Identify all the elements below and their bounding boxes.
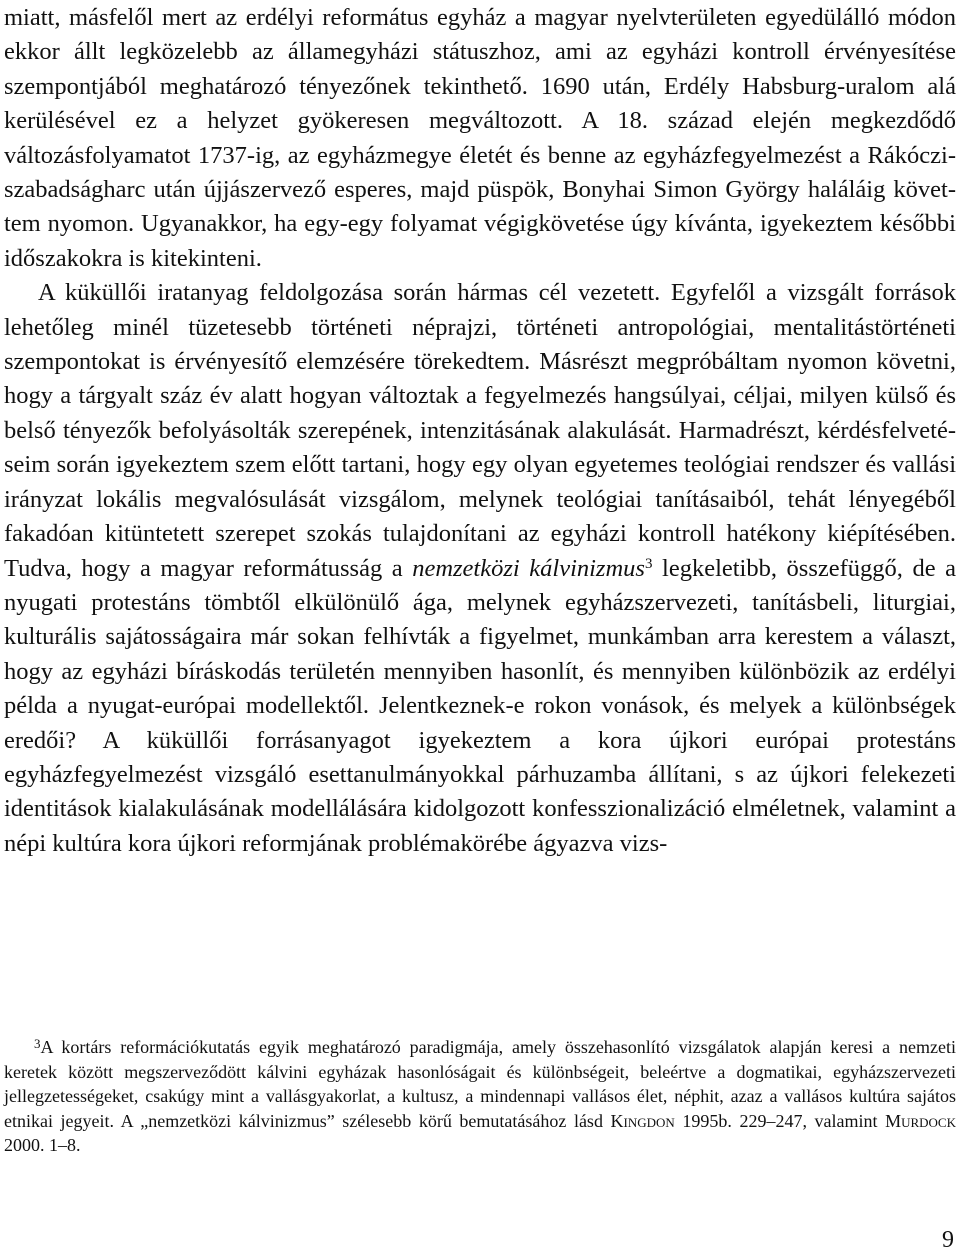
footnote-author-kingdon: Kingdon [610,1110,675,1131]
footnote-reference[interactable]: 3 [644,555,653,572]
paragraph-1 [4,1,956,276]
paragraph-2-text-start: A küküllői iratanyag feldolgozása során hármas cél vezetett. Egyfelől a vizsgált források lehetőleg minél tüzetesebb történeti néprajzi, történeti antropológiai, mentalitástörténeti szempontokat is érvényesítő elemzésére törekedtem. Másrészt megpróbáltam nyomon követni, hogy a tárgyalt száz év alatt hogyan változtak a fegyelmezés hangsúlyai, céljai, milyen külső és belső tényezők befolyásolták szerepének, intenzitásának alakulását. Harmadrészt, kérdésfelvetéseim során igyekeztem szem előtt tartani, hogy egy olyan egyetemes teológiai rendszer és vallási irányzat lokális megvalósulását vizsgálom, melynek teológiai tanításaiból, tehát lényegéből fakadóan kitüntetett szerepet szokás tulajdonítani az egyházi kontroll hatékony kiépítésében. Tudva, hogy a magyar reformátusság a [4,279,956,582]
footnote-text-end: 2000. 1–8. [4,1135,81,1155]
footnote-author-murdock: Murdock [885,1110,956,1131]
footnotes [4,1035,956,1158]
italic-term: nemzetközi kálvinizmus [412,554,645,582]
paragraph-2 [4,276,956,861]
body-text [4,1,956,861]
document-page [4,0,956,1256]
paragraph-1-text: miatt, másfelől mert az erdélyi református egyház a magyar nyelvterületen egyedülálló módon ekkor állt legközelebb az államegyházi státuszhoz, ami az egyházi kontroll érvényesítése szempontjából meghatározó tényezőnek tekinthető. 1690 után, Erdély Habsburg-uralom alá kerülésével ez a helyzet gyökeresen megváltozott. A 18. század elején megkezdődő változásfolyamatot 1737-ig, az egyházmegye életét és benne az egyházfegyelmezést a Rákóczi-szabadságharc után újjászervező esperes, majd püspök, Bonyhai Simon György haláláig követtem nyomon. Ugyanakkor, ha egy-egy folyamat végigkövetése úgy kívánta, igyekeztem későbbi időszakokra is kitekinteni. [4,4,956,272]
footnote-marker: 3 [34,1036,41,1051]
page-number: 9 [942,1227,954,1253]
footnote-text-start: A kortárs reformációkutatás egyik meghatározó paradigmája, amely összehasonlító vizsgálatok alapján keresi a nemzeti keretek között megszerveződött kálvini egyházak hasonlóságait és különbségeit, beleértve a dogmatikai, egyházszervezeti jellegzetességeket, csakúgy mint a vallásgyakorlat, a kultusz, a mindennapi vallásos élet, néphit, azaz a vallásos kultúra sajátos etnikai jegyeit. A „nemzetközi kálvinizmus” szélesebb körű bemutatásához lásd [4,1037,956,1131]
paragraph-2-text-end: legkeletibb, összefüggő, de a nyugati protestáns tömbtől elkülönülő ága, melynek egyházszervezeti, tanításbeli, liturgiai, kulturális sajátosságaira már sokan felhívták a figyelmet, munkámban arra kerestem a választ, hogy az egyházi bíráskodás területén mennyiben hasonlít, és mennyiben különbözik az erdélyi példa a nyugat-európai modellektől. Jelentkeznek-e rokon vonások, és melyek a különbségek eredői? A küküllői forrásanyagot igyekeztem a kora újkori európai protestáns egyházfegyelmezést vizsgáló esettanulmányokkal párhuzamba állítani, s az újkori felekezeti identitások kialakulásának modellálására kidolgozott konfesszionalizáció elméletnek, valamint a népi kultúra kora újkori reformjának problémakörébe ágyazva vizs- [4,554,957,857]
footnote-3 [4,1035,956,1158]
footnote-text-middle: 1995b. 229–247, valamint [674,1110,886,1131]
